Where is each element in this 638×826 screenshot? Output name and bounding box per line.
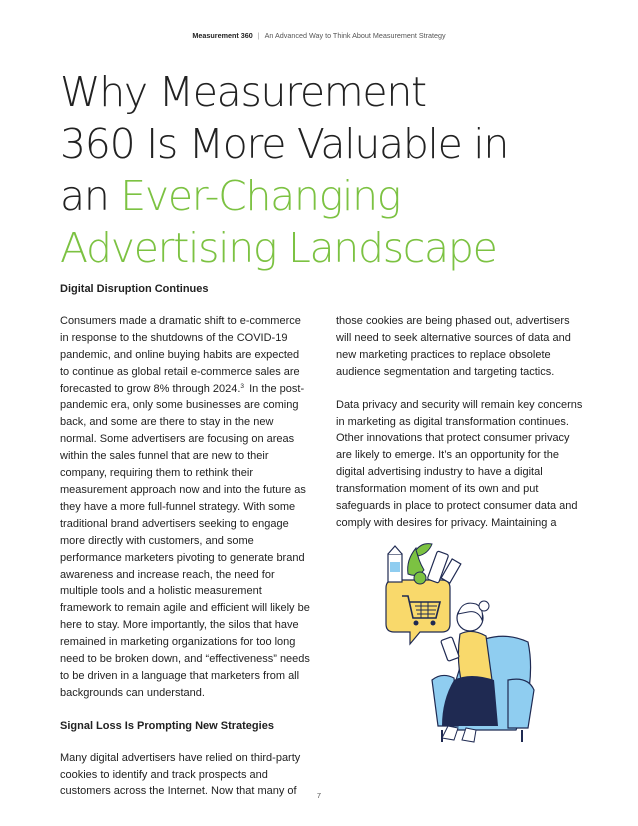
signal-loss-paragraph-2: Data privacy and security will remain key concerns in marketing as digital transformation continues. Other innovations that protect consumer privacy are likely to emerge. It’s an opportunity for the digital advertising industry to have a digital transformation moment of its own and put safeguards in place to protect consumer data and comply with desires for privacy. Maintaining a xyxy=(336,398,583,529)
left-column xyxy=(60,281,310,816)
section-heading-signal-loss: Signal Loss Is Prompting New Strategies xyxy=(60,719,274,732)
groceries-icon xyxy=(388,544,461,584)
header-separator: | xyxy=(257,31,260,40)
shopping-cart-bubble-icon xyxy=(386,580,450,644)
digital-disruption-text-b: In the post-pandemic era, only some businesses are coming back, and some are there to stay in the new normal. Some advertisers are focusing on areas within the sales funnel that are new to their company, requiring them to rethink their measurement approach now and into the future as they have a more full-funnel strategy. With some traditional brand advertisers seeking to engage more directly with customers, and some performance marketers pivoting to generate brand awareness and increase reach, the need for multiple tools and a holistic measurement framework to remain agile and efficient will likely be here to stay. More importantly, the silos that have remained in marketing organizations for too long need to be broken down, and “effectiveness” needs to be driven in a language that marketers from all backgrounds can understand. xyxy=(60,382,310,699)
page-number: 7 xyxy=(316,791,322,800)
title-line-3-prefix: an xyxy=(60,172,121,220)
title-line-4-accent: Advertising Landscape xyxy=(60,224,497,272)
title-line-3-accent: Ever-Changing xyxy=(120,172,401,220)
digital-disruption-paragraph xyxy=(60,313,310,702)
section-heading-digital-disruption: Digital Disruption Continues xyxy=(60,283,209,295)
running-header xyxy=(0,31,638,40)
title-line-2: 360 Is More Valuable in xyxy=(60,120,509,168)
footnote-marker: 3 xyxy=(240,382,245,390)
signal-loss-paragraph-1: Many digital advertisers have relied on third-party cookies to identify and track prospects and customers across the Internet. Now that many of xyxy=(60,751,301,798)
header-tagline: An Advanced Way to Think About Measurement Strategy xyxy=(264,31,446,40)
right-column xyxy=(336,313,586,548)
signal-loss-paragraph-1-continued: those cookies are being phased out, advertisers will need to seek alternative sources of data and new marketing practices to replace obsolete audience segmentation and targeting tactics. xyxy=(336,315,571,378)
digital-disruption-text-a: Consumers made a dramatic shift to e-commerce in response to the shutdowns of the COVID-19 pandemic, and online buying habits are expected to continue as global retail e-commerce sales are forecasted to grow 8% through 2024. xyxy=(60,314,301,395)
header-brand: Measurement 360 xyxy=(192,31,253,40)
title-line-1: Why Measurement xyxy=(60,68,426,116)
woman-shopping-online-illustration xyxy=(358,530,546,750)
page-title xyxy=(60,66,580,274)
